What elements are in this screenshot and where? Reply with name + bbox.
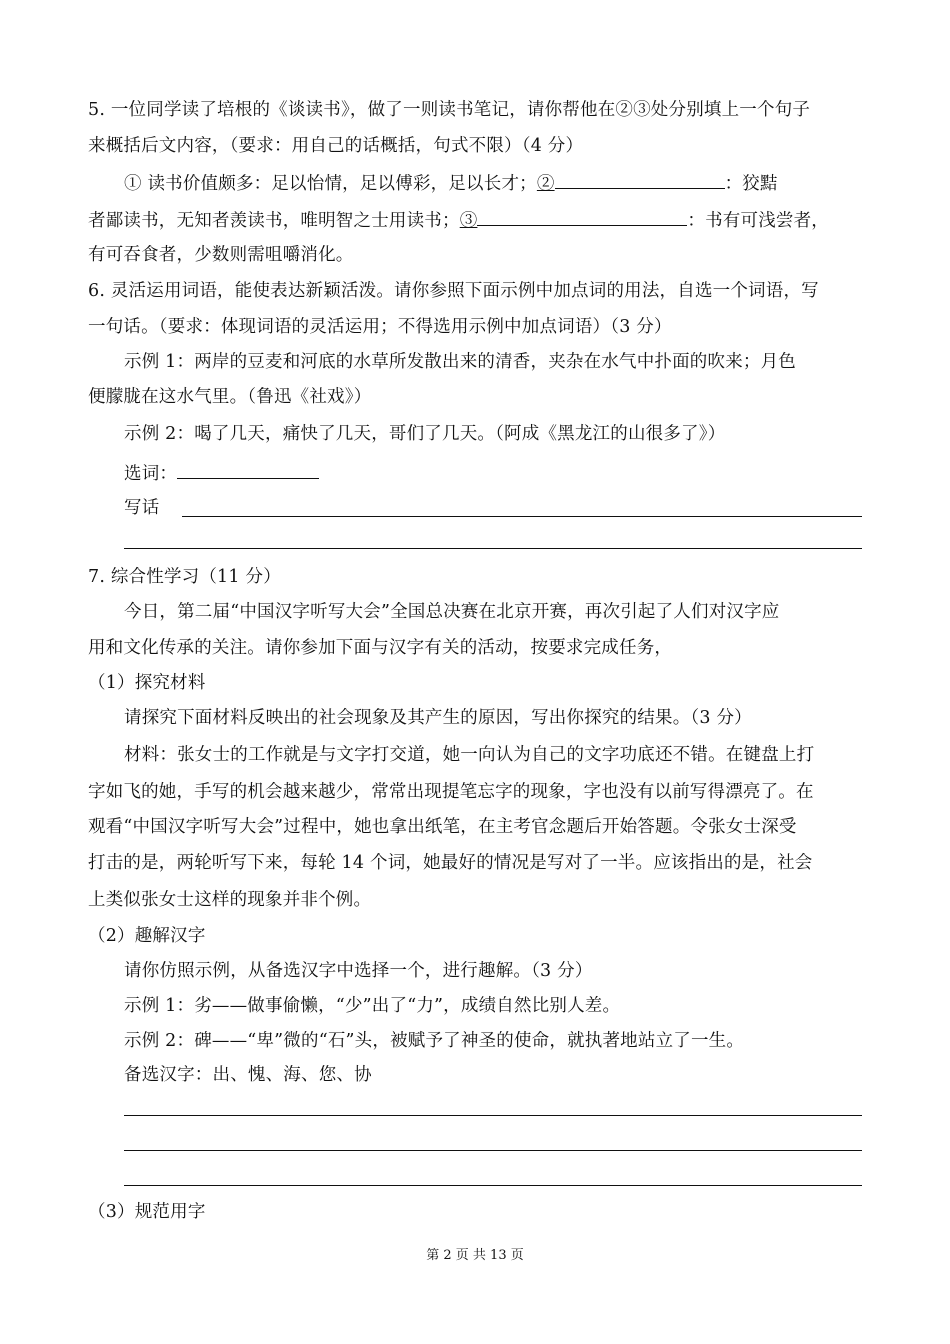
- q7-title: 7. 综合性学习（11 分）: [88, 567, 281, 587]
- q7-part-2-options: 备选汉字：出、愧、海、您、协: [124, 1065, 372, 1085]
- q7-part-2-title: （2）趣解汉字: [88, 926, 206, 946]
- q5-marker-3: ③: [459, 211, 478, 231]
- q6-select-word-row: [124, 460, 319, 486]
- q6-example-2: 示例 2：喝了几天，痛快了几天，哥们了几天。（阿成《黑龙江的山很多了》）: [124, 424, 726, 444]
- q5-line-2: 来概括后文内容，（要求：用自己的话概括，句式不限）（4 分）: [88, 136, 584, 156]
- page-footer: 第 2 页 共 13 页: [426, 1248, 524, 1263]
- q5-marker-2: ②: [536, 174, 555, 194]
- q7-part-2-example-2: 示例 2：碑——“卑”微的“石”头，被赋予了神圣的使命，就执著地站立了一生。: [124, 1031, 745, 1051]
- q7-part-1-title: （1）探究材料: [88, 673, 206, 693]
- q5-answer-blank-2[interactable]: [555, 170, 725, 189]
- q5-line-3: [124, 170, 778, 196]
- q5-line-5: 有可吞食者，少数则需咀嚼消化。: [88, 245, 354, 265]
- q7-part-3-title: （3）规范用字: [88, 1202, 206, 1222]
- q5-answer-blank-3[interactable]: [477, 207, 687, 226]
- q5-line-3-text: ① 读书价值颇多：足以怡情，足以傅彩，足以长才；: [124, 174, 537, 194]
- q5-line-4-text: 者鄙读书，无知者羡读书，唯明智之士用读书；: [88, 211, 460, 231]
- q6-select-word-label: 选词：: [124, 464, 178, 484]
- q5-line-1: 5. 一位同学读了培根的《谈读书》，做了一则读书笔记，请你帮他在②③处分别填上一个句子: [88, 100, 811, 120]
- q7-part-2-answer-line-3[interactable]: [124, 1185, 862, 1186]
- q7-material-line-4: 打击的是，两轮听写下来，每轮 14 个词，她最好的情况是写对了一半。应该指出的是，社会: [88, 853, 813, 873]
- q7-material-line-3: 观看“中国汉字听写大会”过程中，她也拿出纸笔，在主考官念题后开始答题。令张女士深受: [88, 817, 797, 837]
- q5-line-3-tail: ：狡黠: [724, 174, 778, 194]
- q5-line-4-tail: ：书有可浅尝者，: [687, 211, 830, 231]
- q7-part-1-requirement: 请探究下面材料反映出的社会现象及其产生的原因，写出你探究的结果。（3 分）: [124, 708, 752, 728]
- q7-material-line-2: 字如飞的她，手写的机会越来越少，常常出现提笔忘字的现象，字也没有以前写得漂亮了。在: [88, 782, 814, 802]
- q7-part-2-answer-line-2[interactable]: [124, 1150, 862, 1151]
- q6-line-2: 一句话。（要求：体现词语的灵活运用；不得选用示例中加点词语）（3 分）: [88, 317, 672, 337]
- q6-example-1-line-2: 便朦胧在这水气里。（鲁迅《社戏》）: [88, 387, 372, 407]
- q6-line-1: 6. 灵活运用词语，能使表达新颖活泼。请你参照下面示例中加点词的用法，自选一个词语，写: [88, 281, 819, 301]
- q6-write-line-2[interactable]: [124, 548, 862, 549]
- q5-line-4: [88, 207, 829, 233]
- q7-part-2-answer-line-1[interactable]: [124, 1115, 862, 1116]
- q7-part-2-requirement: 请你仿照示例，从备选汉字中选择一个，进行趣解。（3 分）: [124, 961, 593, 981]
- q6-write-label: 写话: [124, 498, 160, 518]
- q7-material-line-5: 上类似张女士这样的现象并非个例。: [88, 890, 372, 910]
- q7-intro-line-2: 用和文化传承的关注。请你参加下面与汉字有关的活动，按要求完成任务，: [88, 638, 673, 658]
- q7-part-2-example-1: 示例 1：劣——做事偷懒，“少”出了“力”，成绩自然比别人差。: [124, 996, 621, 1016]
- q6-example-1-line-1: 示例 1：两岸的豆麦和河底的水草所发散出来的清香，夹杂在水气中扑面的吹来；月色: [124, 352, 796, 372]
- q7-material-line-1: 材料：张女士的工作就是与文字打交道，她一向认为自己的文字功底还不错。在键盘上打: [124, 745, 815, 765]
- q6-select-word-blank[interactable]: [177, 460, 319, 479]
- q7-intro-line-1: 今日，第二届“中国汉字听写大会”全国总决赛在北京开赛，再次引起了人们对汉字应: [124, 602, 780, 622]
- q6-write-line-1[interactable]: [182, 516, 862, 517]
